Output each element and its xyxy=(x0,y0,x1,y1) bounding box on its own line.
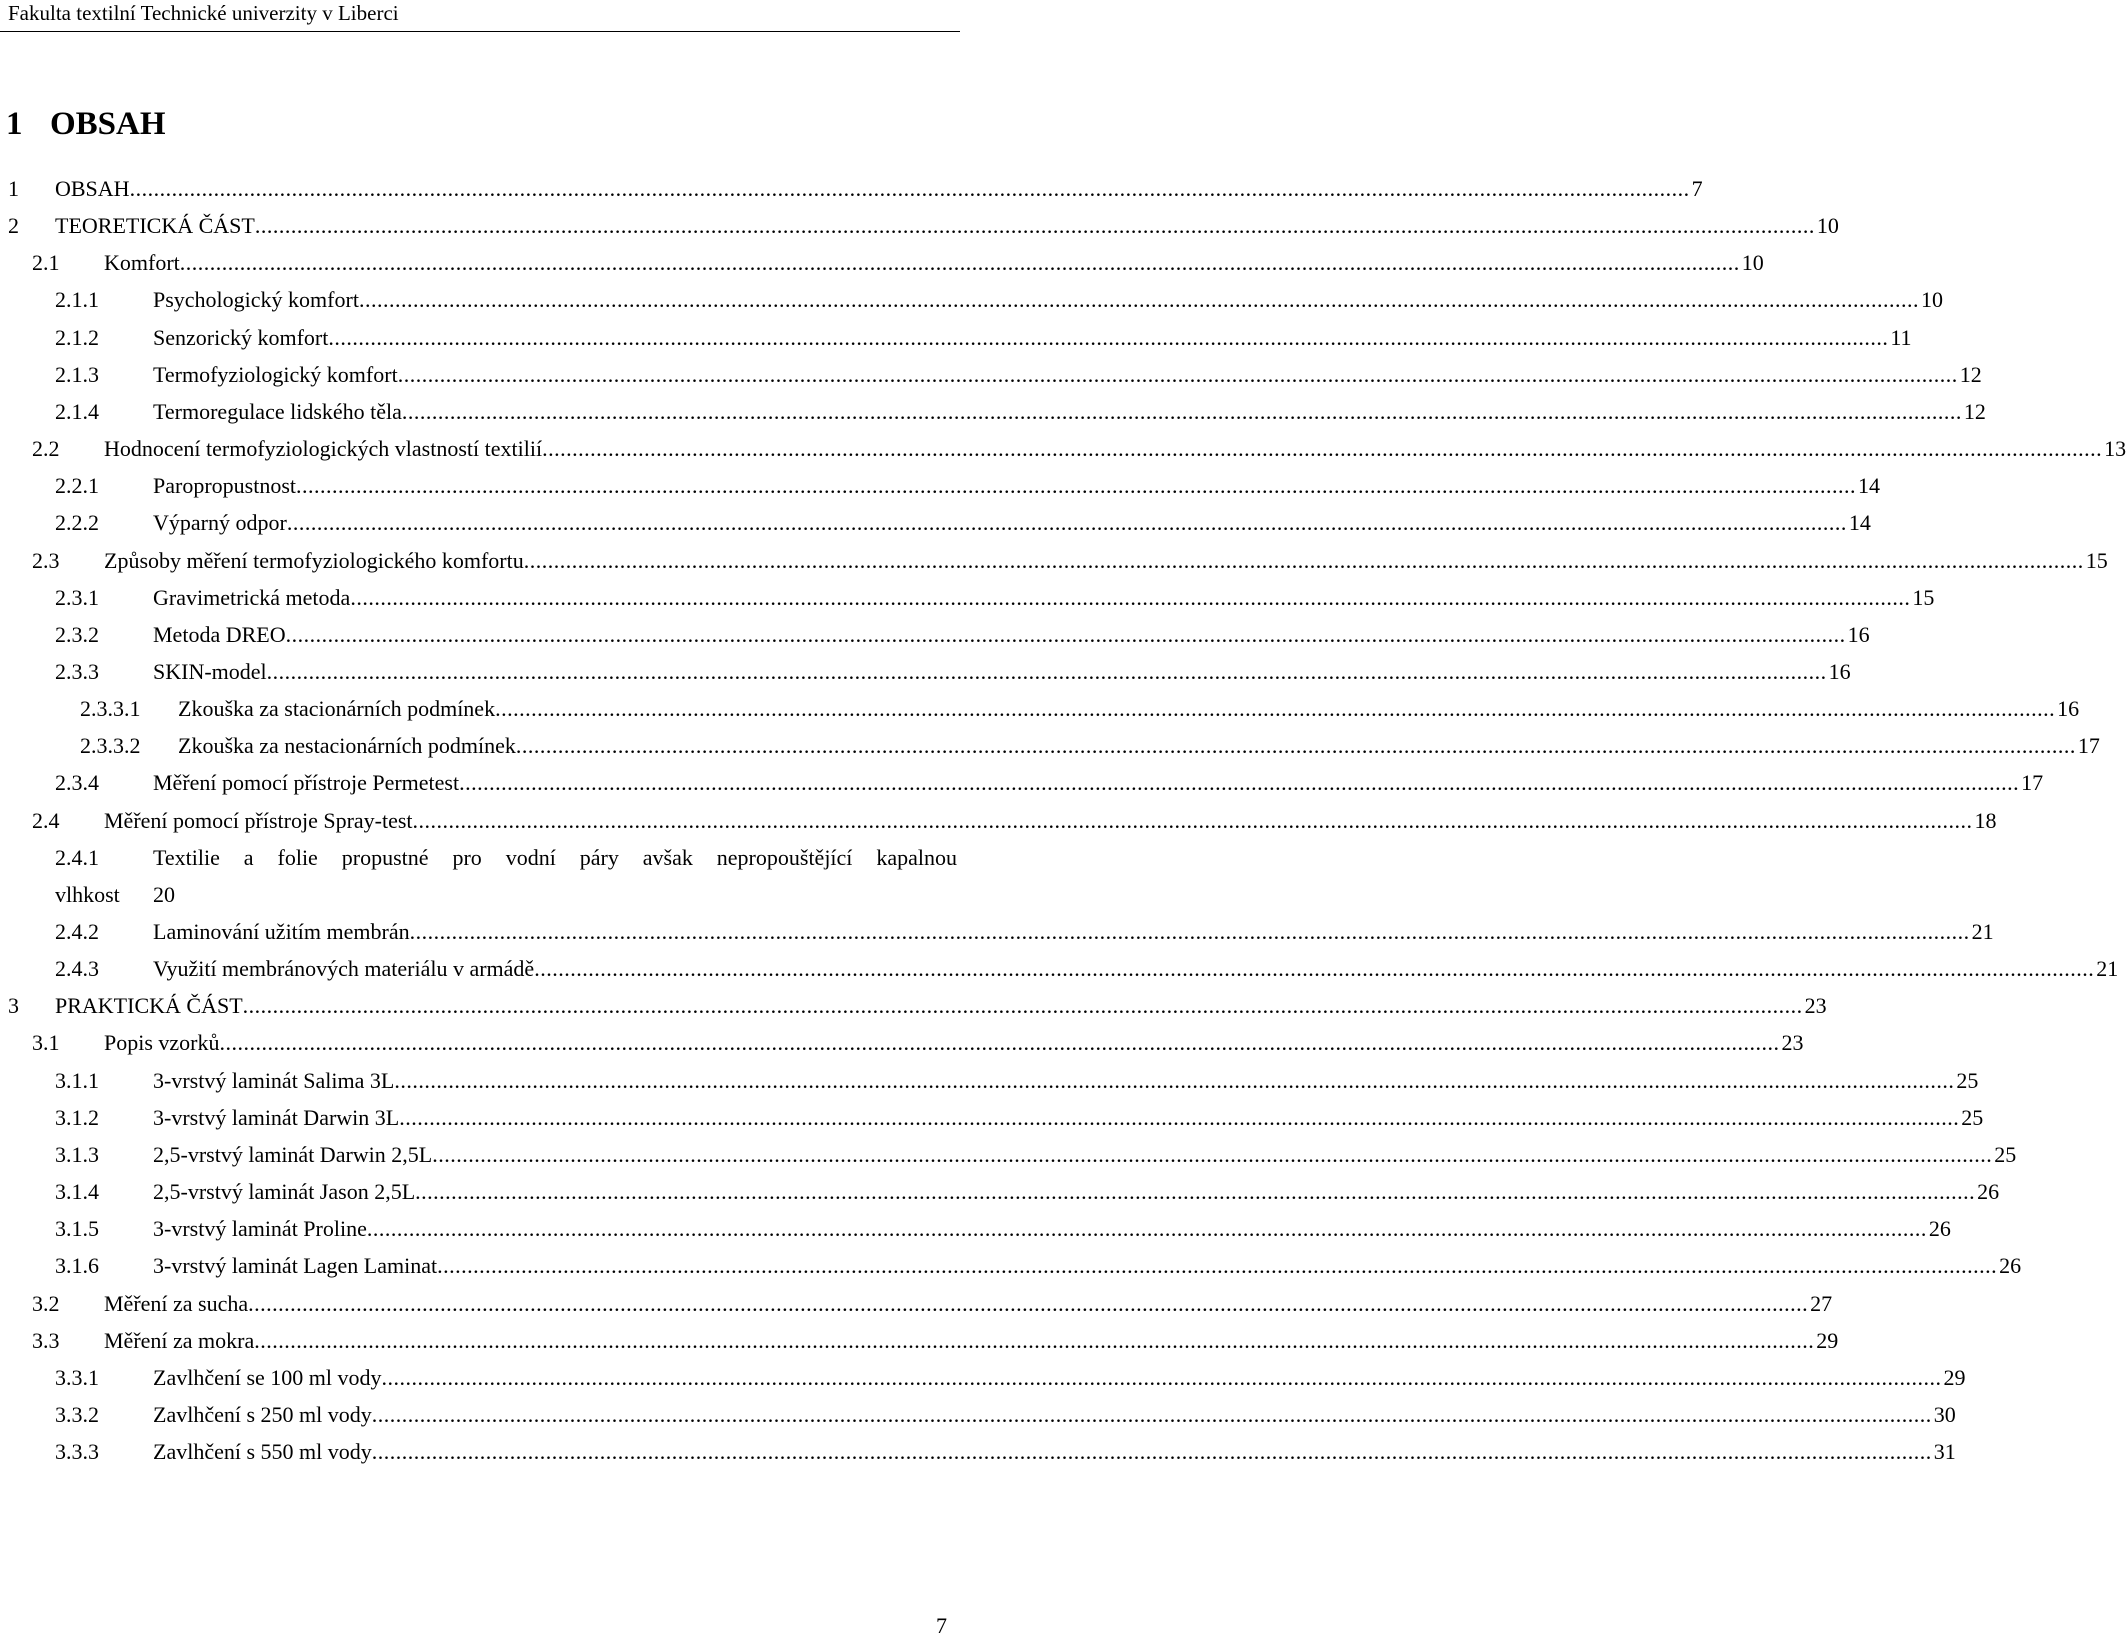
toc-entry-title: 2,5-vrstvý laminát Jason 2,5L xyxy=(153,1179,416,1204)
toc-entry-page: 29 xyxy=(1943,1365,1966,1390)
toc-entry-number: 3.3.3 xyxy=(55,1439,99,1464)
toc-entry-leader-dots: .................................................................................................................................................................................................................................................................... xyxy=(242,993,1803,1018)
toc-entry-number: 3.1.6 xyxy=(55,1253,99,1278)
toc-entry-page: 26 xyxy=(1928,1216,1951,1241)
toc-entry-title: Termofyziologický komfort xyxy=(153,362,398,387)
toc-entry-title-continuation: vlhkost xyxy=(55,882,120,907)
toc-entry-page: 12 xyxy=(1959,362,1982,387)
toc-entry[interactable] xyxy=(0,471,1880,501)
section-heading-title: OBSAH xyxy=(50,106,166,142)
toc-entry[interactable] xyxy=(0,1066,1979,1096)
toc-entry-leader-dots: .................................................................................................................................................................................................................................................................... xyxy=(495,696,2056,721)
toc-entry-title: PRAKTICKÁ ČÁST xyxy=(55,993,243,1018)
toc-entry[interactable] xyxy=(0,731,2100,761)
toc-entry-leader-dots: .................................................................................................................................................................................................................................................................... xyxy=(371,1439,1932,1464)
toc-entry-leader-dots: .................................................................................................................................................................................................................................................................... xyxy=(542,436,2103,461)
toc-entry[interactable] xyxy=(0,917,1994,947)
toc-entry-leader-dots: .................................................................................................................................................................................................................................................................... xyxy=(219,1030,1780,1055)
toc-entry[interactable] xyxy=(0,843,957,873)
toc-entry[interactable] xyxy=(0,1400,1956,1430)
toc-entry-number: 3.1.4 xyxy=(55,1179,99,1204)
toc-entry-leader-dots: .................................................................................................................................................................................................................................................................... xyxy=(399,1105,1960,1130)
toc-entry-number: 2.2.1 xyxy=(55,473,99,498)
toc-entry-leader-dots: .................................................................................................................................................................................................................................................................... xyxy=(381,1365,1942,1390)
toc-entry-title: Metoda DREO xyxy=(153,622,286,647)
toc-entry-page: 23 xyxy=(1804,993,1827,1018)
toc-entry-number: 2.2 xyxy=(32,436,60,461)
toc-entry-page: 15 xyxy=(2085,548,2108,573)
toc-entry-page: 31 xyxy=(1933,1439,1956,1464)
toc-entry-page: 25 xyxy=(1994,1142,2017,1167)
toc-entry-number: 2 xyxy=(8,213,19,238)
toc-entry-leader-dots: .................................................................................................................................................................................................................................................................... xyxy=(285,622,1846,647)
toc-entry-page: 7 xyxy=(1691,176,1703,201)
toc-entry-page: 21 xyxy=(1971,919,1994,944)
toc-entry[interactable] xyxy=(0,211,1839,241)
toc-entry-title: Výparný odpor xyxy=(153,510,287,535)
toc-entry-number: 3.1.1 xyxy=(55,1068,99,1093)
toc-entry-number: 2.4 xyxy=(32,808,60,833)
toc-entry-title: Způsoby měření termofyziologického komfortu xyxy=(104,548,524,573)
toc-entry-title: 3-vrstvý laminát Salima 3L xyxy=(153,1068,395,1093)
toc-entry-leader-dots: .................................................................................................................................................................................................................................................................... xyxy=(254,213,1815,238)
section-heading-number: 1 xyxy=(6,106,23,142)
toc-entry-leader-dots: .................................................................................................................................................................................................................................................................... xyxy=(179,250,1740,275)
toc-entry-title: Zavlhčení se 100 ml vody xyxy=(153,1365,382,1390)
toc-entry[interactable] xyxy=(0,248,1764,278)
toc-entry-page: 14 xyxy=(1848,510,1871,535)
toc-entry[interactable] xyxy=(0,174,1703,204)
toc-entry-page: 17 xyxy=(2021,770,2044,795)
toc-entry[interactable] xyxy=(0,323,1912,353)
toc-entry-leader-dots: .................................................................................................................................................................................................................................................................... xyxy=(534,956,2095,981)
toc-entry-page: 23 xyxy=(1781,1030,1804,1055)
toc-entry[interactable] xyxy=(0,434,2126,464)
toc-entry-number: 2.3.4 xyxy=(55,770,99,795)
toc-entry-page: 25 xyxy=(1956,1068,1979,1093)
toc-entry-leader-dots: .................................................................................................................................................................................................................................................................... xyxy=(397,362,1958,387)
toc-entry-title: Zkouška za nestacionárních podmínek xyxy=(178,733,516,758)
header-text: Fakulta textilní Technické univerzity v Liberci xyxy=(8,1,399,25)
toc-entry[interactable] xyxy=(0,1177,2000,1207)
toc-entry-title: Zavlhčení s 550 ml vody xyxy=(153,1439,372,1464)
toc-entry-page: 29 xyxy=(1816,1328,1839,1353)
toc-entry-page: 26 xyxy=(1999,1253,2022,1278)
toc-entry-page: 20 xyxy=(153,882,175,907)
toc-entry-page: 12 xyxy=(1963,399,1986,424)
toc-entry-title: Laminování užitím membrán xyxy=(153,919,410,944)
toc-entry-title: Zavlhčení s 250 ml vody xyxy=(153,1402,372,1427)
toc-entry-page: 18 xyxy=(1974,808,1997,833)
toc-entry-page: 10 xyxy=(1920,287,1943,312)
toc-entry[interactable] xyxy=(0,620,1870,650)
toc-entry-page: 16 xyxy=(1847,622,1870,647)
toc-entry-leader-dots: .................................................................................................................................................................................................................................................................... xyxy=(432,1142,1993,1167)
toc-entry-title: Paropropustnost xyxy=(153,473,296,498)
toc-entry-title: Textilie a folie propustné pro vodní páry avšak nepropouštějící kapalnou xyxy=(153,845,957,870)
toc-entry-number: 2.4.1 xyxy=(55,845,99,870)
toc-entry-number: 2.3.1 xyxy=(55,585,99,610)
toc-entry[interactable] xyxy=(0,1103,1984,1133)
toc-entry-title: Měření za mokra xyxy=(104,1328,255,1353)
toc-entry[interactable] xyxy=(0,991,1827,1021)
toc-entry-title: Gravimetrická metoda xyxy=(153,585,351,610)
toc-entry-title: 2,5-vrstvý laminát Darwin 2,5L xyxy=(153,1142,433,1167)
toc-entry[interactable] xyxy=(0,1289,1833,1319)
toc-entry-number: 2.4.3 xyxy=(55,956,99,981)
toc-entry-page: 26 xyxy=(1977,1179,2000,1204)
toc-entry-title: OBSAH xyxy=(55,176,130,201)
toc-entry[interactable] xyxy=(0,694,2080,724)
toc-entry-leader-dots: .................................................................................................................................................................................................................................................................... xyxy=(296,473,1856,498)
toc-entry-leader-dots: .................................................................................................................................................................................................................................................................... xyxy=(358,287,1919,312)
toc-entry-leader-dots: .................................................................................................................................................................................................................................................................... xyxy=(286,510,1847,535)
toc-entry-title: TEORETICKÁ ČÁST xyxy=(55,213,255,238)
toc-entry[interactable] xyxy=(0,1251,2022,1281)
toc-entry-leader-dots: .................................................................................................................................................................................................................................................................... xyxy=(328,325,1889,350)
toc-entry[interactable] xyxy=(0,1140,2017,1170)
toc-entry-number: 3 xyxy=(8,993,19,1018)
toc-entry-page: 17 xyxy=(2077,733,2100,758)
toc-entry-leader-dots: .................................................................................................................................................................................................................................................................... xyxy=(412,808,1973,833)
toc-entry-leader-dots: .................................................................................................................................................................................................................................................................... xyxy=(254,1328,1815,1353)
toc-entry-page: 16 xyxy=(2057,696,2080,721)
toc-entry-page: 21 xyxy=(2096,956,2119,981)
toc-entry-number: 2.1 xyxy=(32,250,60,275)
toc-entry-number: 3.2 xyxy=(32,1291,60,1316)
toc-entry-page: 15 xyxy=(1912,585,1935,610)
toc-entry[interactable] xyxy=(0,546,2108,576)
toc-entry-page: 25 xyxy=(1961,1105,1984,1130)
toc-entry-leader-dots: .................................................................................................................................................................................................................................................................... xyxy=(523,548,2084,573)
toc-entry-number: 2.3.2 xyxy=(55,622,99,647)
toc-entry-number: 3.3.1 xyxy=(55,1365,99,1390)
toc-entry-continuation[interactable] xyxy=(0,880,957,910)
toc-entry[interactable] xyxy=(0,397,1986,427)
toc-entry-number: 2.1.1 xyxy=(55,287,99,312)
toc-entry-title: Zkouška za stacionárních podmínek xyxy=(178,696,496,721)
toc-entry-title: Měření za sucha xyxy=(104,1291,249,1316)
toc-entry-title: Komfort xyxy=(104,250,180,275)
toc-entry-number: 1 xyxy=(8,176,19,201)
toc-entry-page: 13 xyxy=(2104,436,2126,461)
toc-entry-title: SKIN-model xyxy=(153,659,267,684)
toc-entry[interactable] xyxy=(0,1028,1804,1058)
toc-entry-leader-dots: .................................................................................................................................................................................................................................................................... xyxy=(366,1216,1927,1241)
toc-entry-leader-dots: .................................................................................................................................................................................................................................................................... xyxy=(401,399,1962,424)
toc-entry-number: 2.3.3.2 xyxy=(80,733,141,758)
toc-entry-leader-dots: .................................................................................................................................................................................................................................................................... xyxy=(437,1253,1998,1278)
toc-entry-leader-dots: .................................................................................................................................................................................................................................................................... xyxy=(459,770,2020,795)
toc-entry-leader-dots: .................................................................................................................................................................................................................................................................... xyxy=(129,176,1690,201)
toc-entry-number: 2.3.3.1 xyxy=(80,696,141,721)
toc-entry[interactable] xyxy=(0,1214,1951,1244)
toc-entry-leader-dots: .................................................................................................................................................................................................................................................................... xyxy=(350,585,1911,610)
toc-entry-number: 3.3 xyxy=(32,1328,60,1353)
toc-entry-page: 30 xyxy=(1933,1402,1956,1427)
toc-entry-number: 3.1 xyxy=(32,1030,60,1055)
toc-entry-number: 3.1.5 xyxy=(55,1216,99,1241)
toc-entry-title: Měření pomocí přístroje Spray-test xyxy=(104,808,413,833)
toc-entry[interactable] xyxy=(0,1363,1966,1393)
toc-entry-title: 3-vrstvý laminát Lagen Laminat xyxy=(153,1253,438,1278)
toc-entry-page: 14 xyxy=(1858,473,1880,498)
toc-entry[interactable] xyxy=(0,657,1851,687)
toc-entry-page: 27 xyxy=(1810,1291,1833,1316)
toc-entry-leader-dots: .................................................................................................................................................................................................................................................................... xyxy=(248,1291,1809,1316)
toc-entry[interactable] xyxy=(0,1326,1839,1356)
toc-entry-leader-dots: .................................................................................................................................................................................................................................................................... xyxy=(266,659,1827,684)
toc-entry-title: Hodnocení termofyziologických vlastností textilií xyxy=(104,436,543,461)
toc-entry-title: 3-vrstvý laminát Darwin 3L xyxy=(153,1105,400,1130)
toc-entry-number: 3.1.2 xyxy=(55,1105,99,1130)
toc-entry-title: Využití membránových materiálu v armádě xyxy=(153,956,535,981)
toc-entry-title: 3-vrstvý laminát Proline xyxy=(153,1216,367,1241)
toc-entry-title: Termoregulace lidského těla xyxy=(153,399,402,424)
toc-entry-title: Měření pomocí přístroje Permetest xyxy=(153,770,460,795)
toc-entry[interactable] xyxy=(0,806,1997,836)
toc-entry-page: 10 xyxy=(1816,213,1839,238)
toc-entry-number: 2.1.4 xyxy=(55,399,99,424)
toc-entry-number: 2.4.2 xyxy=(55,919,99,944)
toc-entry-number: 2.3 xyxy=(32,548,60,573)
toc-entry[interactable] xyxy=(0,360,1982,390)
toc-entry-page: 10 xyxy=(1741,250,1764,275)
toc-entry[interactable] xyxy=(0,583,1935,613)
toc-entry-number: 3.1.3 xyxy=(55,1142,99,1167)
toc-entry-page: 11 xyxy=(1890,325,1912,350)
page-number: 7 xyxy=(936,1613,947,1638)
toc-entry-title: Senzorický komfort xyxy=(153,325,329,350)
toc-entry-title: Popis vzorků xyxy=(104,1030,220,1055)
toc-entry-leader-dots: .................................................................................................................................................................................................................................................................... xyxy=(409,919,1970,944)
toc-entry-number: 2.3.3 xyxy=(55,659,99,684)
toc-entry-leader-dots: .................................................................................................................................................................................................................................................................... xyxy=(515,733,2076,758)
toc-entry-number: 2.1.3 xyxy=(55,362,99,387)
toc-entry-leader-dots: .................................................................................................................................................................................................................................................................... xyxy=(394,1068,1955,1093)
toc-entry[interactable] xyxy=(0,1437,1956,1467)
toc-entry-number: 2.2.2 xyxy=(55,510,99,535)
toc-entry-leader-dots: .................................................................................................................................................................................................................................................................... xyxy=(371,1402,1932,1427)
toc-entry-number: 2.1.2 xyxy=(55,325,99,350)
toc-entry-title: Psychologický komfort xyxy=(153,287,359,312)
toc-entry-leader-dots: .................................................................................................................................................................................................................................................................... xyxy=(415,1179,1976,1204)
toc-entry-number: 3.3.2 xyxy=(55,1402,99,1427)
toc-entry[interactable] xyxy=(0,285,1943,315)
toc-entry-page: 16 xyxy=(1828,659,1851,684)
toc-entry[interactable] xyxy=(0,508,1871,538)
toc-entry[interactable] xyxy=(0,954,2119,984)
toc-entry[interactable] xyxy=(0,768,2044,798)
